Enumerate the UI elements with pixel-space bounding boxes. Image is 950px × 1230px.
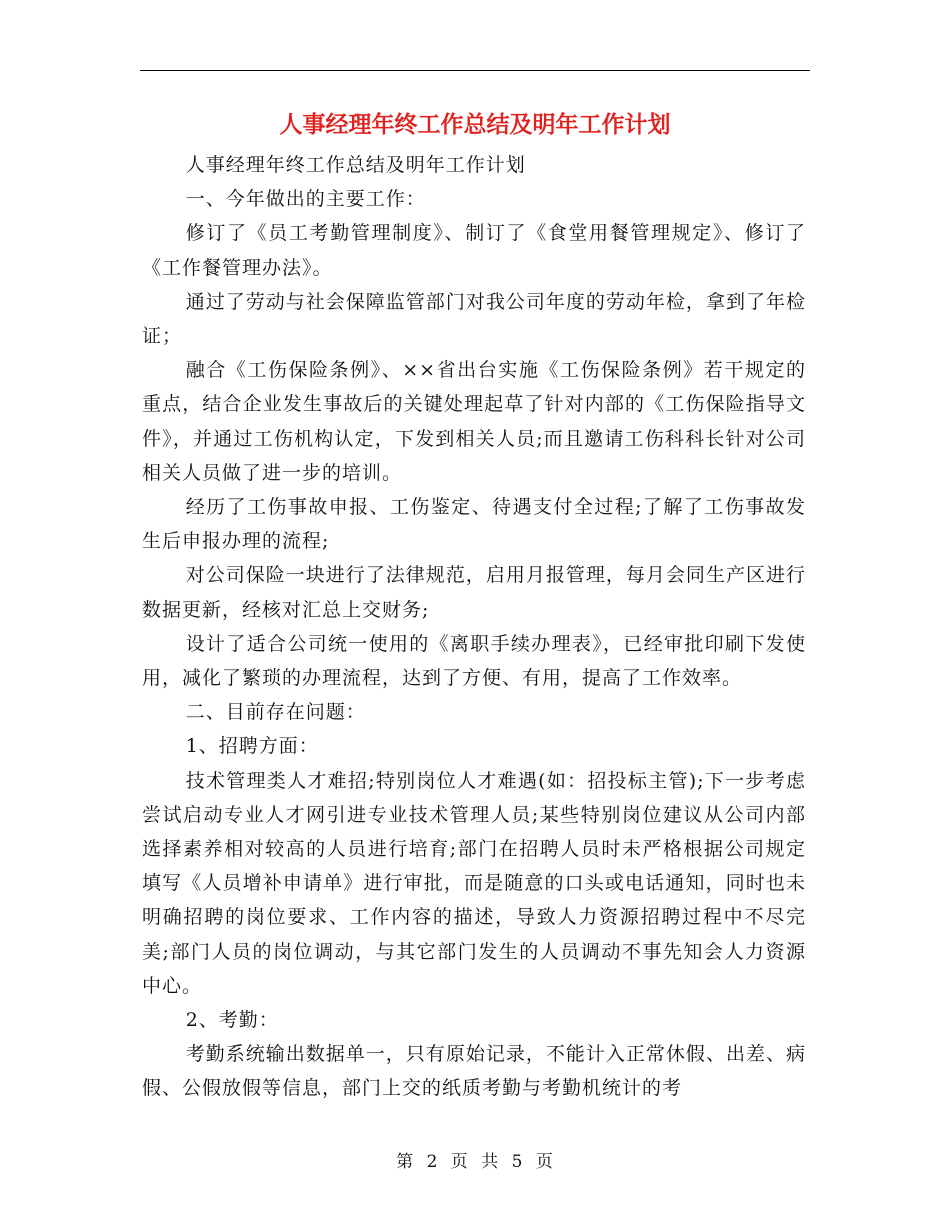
current-page-number: 2 [426,1152,439,1172]
body-paragraph: 融合《工伤保险条例》、××省出台实施《工伤保险条例》若干规定的重点，结合企业发生事故后的关键处理起草了针对内部的《工伤保险指导文件》，并通过工伤机构认定，下发到相关人员;而且邀请工伤科科长针对公司相关人员做了进一步的培训。 [142,359,806,484]
body-paragraph: 经历了工伤事故申报、工伤鉴定、待遇支付全过程;了解了工伤事故发生后申报办理的流程; [142,496,806,553]
body-paragraph: 对公司保险一块进行了法律规范，启用月报管理，每月会同生产区进行数据更新，经核对汇总上交财务; [142,564,806,621]
body-paragraph: 设计了适合公司统一使用的《离职手续办理表》，已经审批印刷下发使用，减化了繁琐的办理流程，达到了方便、有用，提高了工作效率。 [142,632,806,690]
page-label-mid2: 共 [481,1152,500,1172]
page-label-suffix: 页 [535,1152,554,1172]
page-label-mid1: 页 [450,1152,469,1172]
page-number-footer [0,1150,950,1174]
document-body [142,148,806,1106]
total-pages-number: 5 [511,1152,524,1172]
section-heading: 二、目前存在问题： [185,701,366,724]
body-paragraph: 技术管理类人才难招;特别岗位人才难遇(如：招投标主管);下一步考虑尝试启动专业人才网引进专业技术管理人员;某些特别岗位建议从公司内部选择素养相对较高的人员进行培育;部门在招聘人员时未严格根据公司规定填写《人员增补申请单》进行审批，而是随意的口头或电话通知，同时也未明确招聘的岗位要求、工作内容的描述，导致人力资源招聘过程中不尽完美;部门人员的岗位调动，与其它部门发生的人员调动不事先知会人力资源中心。 [142,769,806,997]
subsection-heading: 1、招聘方面： [185,735,319,758]
document-title: 人事经理年终工作总结及明年工作计划 [279,111,671,138]
body-paragraph: 人事经理年终工作总结及明年工作计划 [185,154,526,176]
body-paragraph: 修订了《员工考勤管理制度》、制订了《食堂用餐管理规定》、修订了《工作餐管理办法》。 [142,222,806,279]
body-paragraph: 考勤系统输出数据单一，只有原始记录，不能计入正常休假、出差、病假、公假放假等信息，部门上交的纸质考勤与考勤机统计的考 [142,1043,806,1100]
page-label-prefix: 第 [396,1152,415,1172]
subsection-heading: 2、考勤： [185,1009,279,1032]
header-rule [140,70,810,71]
section-heading: 一、今年做出的主要工作： [185,188,426,211]
body-paragraph: 通过了劳动与社会保障监管部门对我公司年度的劳动年检，拿到了年检证； [142,290,806,348]
